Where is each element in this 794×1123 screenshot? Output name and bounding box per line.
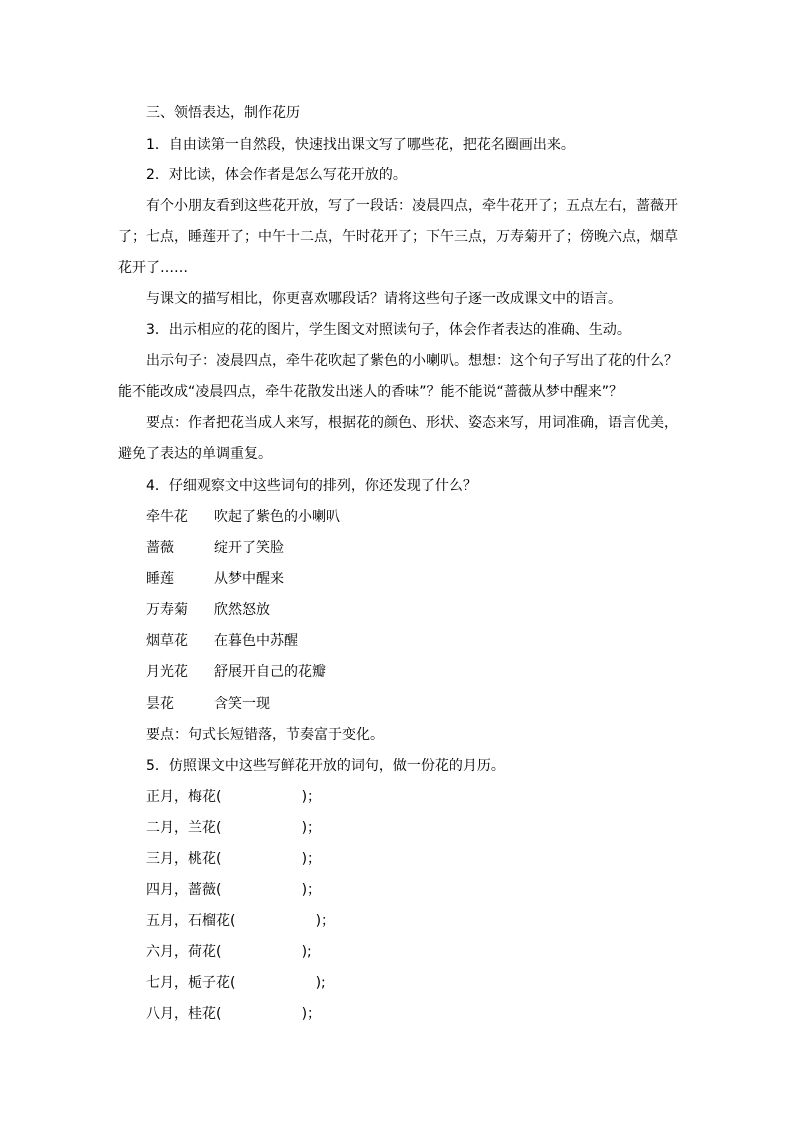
question-5: 5．仿照课文中这些写鲜花开放的词句，做一份花的月历。 <box>146 758 505 774</box>
flower-name: 烟草花 <box>146 633 188 649</box>
question-1: 1．自由读第一自然段，快速找出课文写了哪些花，把花名圈画出来。 <box>146 137 575 153</box>
paragraph-line: 有个小朋友看到这些花开放，写了一段话：凌晨四点，牵牛花开了；五点左右，蔷薇开 <box>146 198 678 214</box>
question-4: 4．仔细观察文中这些词句的排列，你还发现了什么？ <box>146 478 477 494</box>
flower-name: 蔷薇 <box>146 540 174 556</box>
calendar-entry: 六月，荷花( ); <box>146 944 312 960</box>
flower-phrase: 欣然怒放 <box>214 602 270 618</box>
flower-phrase: 绽开了笑脸 <box>214 540 284 556</box>
flower-name: 睡莲 <box>146 571 174 587</box>
key-point: 避免了表达的单调重复。 <box>118 446 272 462</box>
calendar-entry: 四月，蔷薇( )； <box>146 882 322 898</box>
flower-name: 昙花 <box>146 696 174 712</box>
question-2: 2．对比读，体会作者是怎么写花开放的。 <box>146 167 407 183</box>
paragraph-line: 能不能改成“凌晨四点，牵牛花散发出迷人的香味”？能不能说“蔷薇从梦中醒来”？ <box>118 384 624 400</box>
calendar-entry: 八月，桂花( )； <box>146 1006 322 1022</box>
paragraph-line: 出示句子：凌晨四点，牵牛花吹起了紫色的小喇叭。想想：这个句子写出了花的什么？ <box>146 353 678 369</box>
flower-phrase: 从梦中醒来 <box>214 571 284 587</box>
calendar-entry: 二月，兰花( )； <box>146 820 322 836</box>
flower-phrase: 含笑一现 <box>214 696 270 712</box>
flower-phrase: 在暮色中苏醒 <box>214 633 298 649</box>
paragraph-line: 花开了…… <box>118 260 188 276</box>
section-heading: 三、领悟表达，制作花历 <box>146 105 300 121</box>
calendar-entry: 五月，石榴花( )； <box>146 913 336 929</box>
calendar-entry: 三月，桃花( )； <box>146 851 322 867</box>
compare-prompt: 与课文的描写相比，你更喜欢哪段话？请将这些句子逐一改成课文中的语言。 <box>146 291 622 307</box>
flower-name: 月光花 <box>146 664 188 680</box>
calendar-entry: 七月，栀子花( ); <box>146 975 326 991</box>
flower-phrase: 舒展开自己的花瓣 <box>214 664 326 680</box>
question-3: 3．出示相应的花的图片，学生图文对照读句子，体会作者表达的准确、生动。 <box>146 322 631 338</box>
flower-name: 万寿菊 <box>146 602 188 618</box>
key-point: 要点：句式长短错落，节奏富于变化。 <box>146 727 384 743</box>
flower-name: 牵牛花 <box>146 509 188 525</box>
flower-phrase: 吹起了紫色的小喇叭 <box>214 509 340 525</box>
key-point: 要点：作者把花当成人来写，根据花的颜色、形状、姿态来写，用词准确，语言优美， <box>146 415 678 431</box>
paragraph-line: 了；七点，睡莲开了；中午十二点，午时花开了；下午三点，万寿菊开了；傍晚六点，烟草 <box>118 229 678 245</box>
calendar-entry: 正月，梅花( )； <box>146 789 322 805</box>
